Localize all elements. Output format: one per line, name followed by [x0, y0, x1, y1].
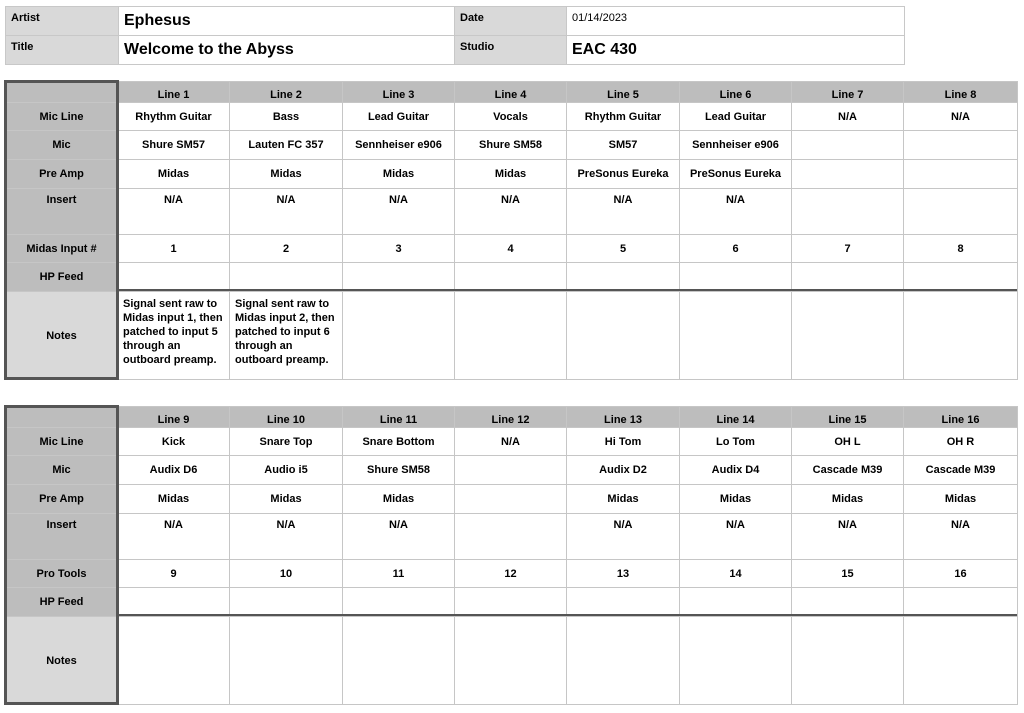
notes-cell[interactable] [567, 292, 680, 380]
insert-cell[interactable]: N/A [343, 514, 455, 560]
mic-line-cell[interactable]: Snare Top [230, 428, 343, 456]
corner-cell [6, 82, 118, 103]
mic-cell[interactable]: Shure SM57 [118, 131, 230, 160]
row-label-hp-feed: HP Feed [6, 588, 118, 617]
studio-label: Studio [455, 36, 567, 65]
notes-cell[interactable]: Signal sent raw to Midas input 1, then patched to input 5 through an outboard preamp. [118, 292, 230, 380]
input-number-cell[interactable]: 4 [455, 235, 567, 263]
insert-cell[interactable]: N/A [567, 189, 680, 235]
date-label: Date [455, 7, 567, 36]
pre-amp-cell[interactable]: Midas [904, 485, 1018, 514]
mic-line-cell[interactable]: N/A [455, 428, 567, 456]
pre-amp-cell[interactable]: Midas [230, 485, 343, 514]
hp-feed-cell[interactable] [680, 588, 792, 617]
mic-cell[interactable]: Cascade M39 [792, 456, 904, 485]
title-label: Title [6, 36, 119, 65]
line-header: Line 10 [230, 407, 343, 428]
mic-line-cell[interactable]: Lo Tom [680, 428, 792, 456]
line-header: Line 2 [230, 82, 343, 103]
insert-cell[interactable]: N/A [680, 189, 792, 235]
row-label-pre-amp: Pre Amp [6, 160, 118, 189]
pre-amp-cell[interactable]: Midas [792, 485, 904, 514]
mic-cell[interactable]: Cascade M39 [904, 456, 1018, 485]
input-number-cell[interactable]: 1 [118, 235, 230, 263]
mic-line-cell[interactable]: N/A [904, 103, 1018, 131]
insert-cell[interactable]: N/A [455, 189, 567, 235]
mic-line-cell[interactable]: N/A [792, 103, 904, 131]
line-header: Line 5 [567, 82, 680, 103]
insert-cell[interactable] [455, 514, 567, 560]
insert-cell[interactable] [792, 189, 904, 235]
notes-cell[interactable] [455, 292, 567, 380]
notes-cell[interactable] [792, 292, 904, 380]
line-header: Line 8 [904, 82, 1018, 103]
insert-cell[interactable]: N/A [230, 189, 343, 235]
row-label-insert: Insert [6, 189, 118, 235]
row-label-hp-feed: HP Feed [6, 263, 118, 292]
input-number-cell[interactable]: 5 [567, 235, 680, 263]
mic-cell[interactable]: SM57 [567, 131, 680, 160]
mic-line-cell[interactable]: Bass [230, 103, 343, 131]
input-number-cell[interactable]: 8 [904, 235, 1018, 263]
row-label-midas-input: Midas Input # [6, 235, 118, 263]
pre-amp-cell[interactable]: PreSonus Eureka [680, 160, 792, 189]
notes-cell[interactable] [230, 617, 343, 705]
row-label-pro-tools: Pro Tools [6, 560, 118, 588]
line-header: Line 11 [343, 407, 455, 428]
mic-cell[interactable] [455, 456, 567, 485]
notes-cell[interactable] [567, 617, 680, 705]
hp-feed-cell[interactable] [904, 588, 1018, 617]
session-info-table [5, 6, 905, 65]
pre-amp-cell[interactable]: Midas [680, 485, 792, 514]
pre-amp-cell[interactable]: Midas [118, 160, 230, 189]
row-label-mic: Mic [6, 131, 118, 160]
mic-line-cell[interactable]: Rhythm Guitar [567, 103, 680, 131]
input-number-cell[interactable]: 10 [230, 560, 343, 588]
mic-cell[interactable]: Shure SM58 [455, 131, 567, 160]
hp-feed-cell[interactable] [455, 263, 567, 292]
line-header: Line 4 [455, 82, 567, 103]
pre-amp-cell[interactable]: Midas [455, 160, 567, 189]
notes-cell[interactable] [792, 617, 904, 705]
date-value[interactable]: 01/14/2023 [567, 7, 905, 36]
pre-amp-cell[interactable]: PreSonus Eureka [567, 160, 680, 189]
mic-cell[interactable] [904, 131, 1018, 160]
row-label-mic-line: Mic Line [6, 103, 118, 131]
notes-cell[interactable]: Signal sent raw to Midas input 2, then patched to input 6 through an outboard preamp. [230, 292, 343, 380]
row-label-insert: Insert [6, 514, 118, 560]
mic-cell[interactable] [792, 131, 904, 160]
insert-cell[interactable] [904, 189, 1018, 235]
line-header: Line 12 [455, 407, 567, 428]
mic-line-cell[interactable]: Hi Tom [567, 428, 680, 456]
mic-line-cell[interactable]: Snare Bottom [343, 428, 455, 456]
notes-cell[interactable] [118, 617, 230, 705]
mic-cell[interactable]: Audix D4 [680, 456, 792, 485]
insert-cell[interactable]: N/A [118, 514, 230, 560]
input-number-cell[interactable]: 7 [792, 235, 904, 263]
mic-line-cell[interactable]: Lead Guitar [680, 103, 792, 131]
mic-cell[interactable]: Audix D2 [567, 456, 680, 485]
pre-amp-cell[interactable] [455, 485, 567, 514]
line-header: Line 16 [904, 407, 1018, 428]
patch-sheet-lines-9-16 [5, 406, 1018, 705]
title-value[interactable]: Welcome to the Abyss [119, 36, 455, 65]
insert-cell[interactable]: N/A [680, 514, 792, 560]
notes-cell[interactable] [904, 292, 1018, 380]
mic-cell[interactable]: Shure SM58 [343, 456, 455, 485]
patch-sheet-lines-1-8 [5, 81, 1018, 380]
hp-feed-cell[interactable] [567, 588, 680, 617]
pre-amp-cell[interactable] [792, 160, 904, 189]
insert-cell[interactable]: N/A [118, 189, 230, 235]
pre-amp-cell[interactable] [904, 160, 1018, 189]
input-number-cell[interactable]: 3 [343, 235, 455, 263]
insert-cell[interactable]: N/A [567, 514, 680, 560]
mic-cell[interactable]: Sennheiser e906 [343, 131, 455, 160]
mic-line-cell[interactable]: Lead Guitar [343, 103, 455, 131]
row-label-mic-line: Mic Line [6, 428, 118, 456]
hp-feed-cell[interactable] [904, 263, 1018, 292]
line-header: Line 14 [680, 407, 792, 428]
insert-cell[interactable]: N/A [904, 514, 1018, 560]
input-number-cell[interactable]: 13 [567, 560, 680, 588]
input-number-cell[interactable]: 9 [118, 560, 230, 588]
hp-feed-cell[interactable] [792, 263, 904, 292]
mic-line-cell[interactable]: Kick [118, 428, 230, 456]
mic-cell[interactable]: Sennheiser e906 [680, 131, 792, 160]
line-header: Line 1 [118, 82, 230, 103]
notes-cell[interactable] [680, 617, 792, 705]
hp-feed-cell[interactable] [118, 588, 230, 617]
input-number-cell[interactable]: 2 [230, 235, 343, 263]
insert-cell[interactable]: N/A [792, 514, 904, 560]
pre-amp-cell[interactable]: Midas [343, 160, 455, 189]
line-header: Line 13 [567, 407, 680, 428]
input-number-cell[interactable]: 12 [455, 560, 567, 588]
insert-cell[interactable]: N/A [343, 189, 455, 235]
corner-cell [6, 407, 118, 428]
artist-value[interactable]: Ephesus [119, 7, 455, 36]
mic-cell[interactable]: Lauten FC 357 [230, 131, 343, 160]
line-header: Line 6 [680, 82, 792, 103]
input-number-cell[interactable]: 16 [904, 560, 1018, 588]
notes-cell[interactable] [343, 617, 455, 705]
hp-feed-cell[interactable] [118, 263, 230, 292]
row-label-notes: Notes [6, 617, 118, 705]
hp-feed-cell[interactable] [680, 263, 792, 292]
line-header: Line 7 [792, 82, 904, 103]
hp-feed-cell[interactable] [230, 588, 343, 617]
mic-line-cell[interactable]: Vocals [455, 103, 567, 131]
notes-cell[interactable] [680, 292, 792, 380]
mic-cell[interactable]: Audio i5 [230, 456, 343, 485]
mic-line-cell[interactable]: OH L [792, 428, 904, 456]
mic-line-cell[interactable]: Rhythm Guitar [118, 103, 230, 131]
pre-amp-cell[interactable]: Midas [230, 160, 343, 189]
notes-cell[interactable] [904, 617, 1018, 705]
hp-feed-cell[interactable] [343, 588, 455, 617]
line-header: Line 3 [343, 82, 455, 103]
notes-cell[interactable] [343, 292, 455, 380]
input-number-cell[interactable]: 6 [680, 235, 792, 263]
row-label-pre-amp: Pre Amp [6, 485, 118, 514]
hp-feed-cell[interactable] [567, 263, 680, 292]
mic-cell[interactable]: Audix D6 [118, 456, 230, 485]
artist-label: Artist [6, 7, 119, 36]
input-number-cell[interactable]: 14 [680, 560, 792, 588]
hp-feed-cell[interactable] [792, 588, 904, 617]
input-number-cell[interactable]: 15 [792, 560, 904, 588]
row-label-mic: Mic [6, 456, 118, 485]
pre-amp-cell[interactable]: Midas [567, 485, 680, 514]
mic-line-cell[interactable]: OH R [904, 428, 1018, 456]
notes-cell[interactable] [455, 617, 567, 705]
line-header: Line 9 [118, 407, 230, 428]
row-label-notes: Notes [6, 292, 118, 380]
pre-amp-cell[interactable]: Midas [343, 485, 455, 514]
pre-amp-cell[interactable]: Midas [118, 485, 230, 514]
hp-feed-cell[interactable] [343, 263, 455, 292]
input-number-cell[interactable]: 11 [343, 560, 455, 588]
hp-feed-cell[interactable] [230, 263, 343, 292]
hp-feed-cell[interactable] [455, 588, 567, 617]
studio-value[interactable]: EAC 430 [567, 36, 905, 65]
line-header: Line 15 [792, 407, 904, 428]
insert-cell[interactable]: N/A [230, 514, 343, 560]
